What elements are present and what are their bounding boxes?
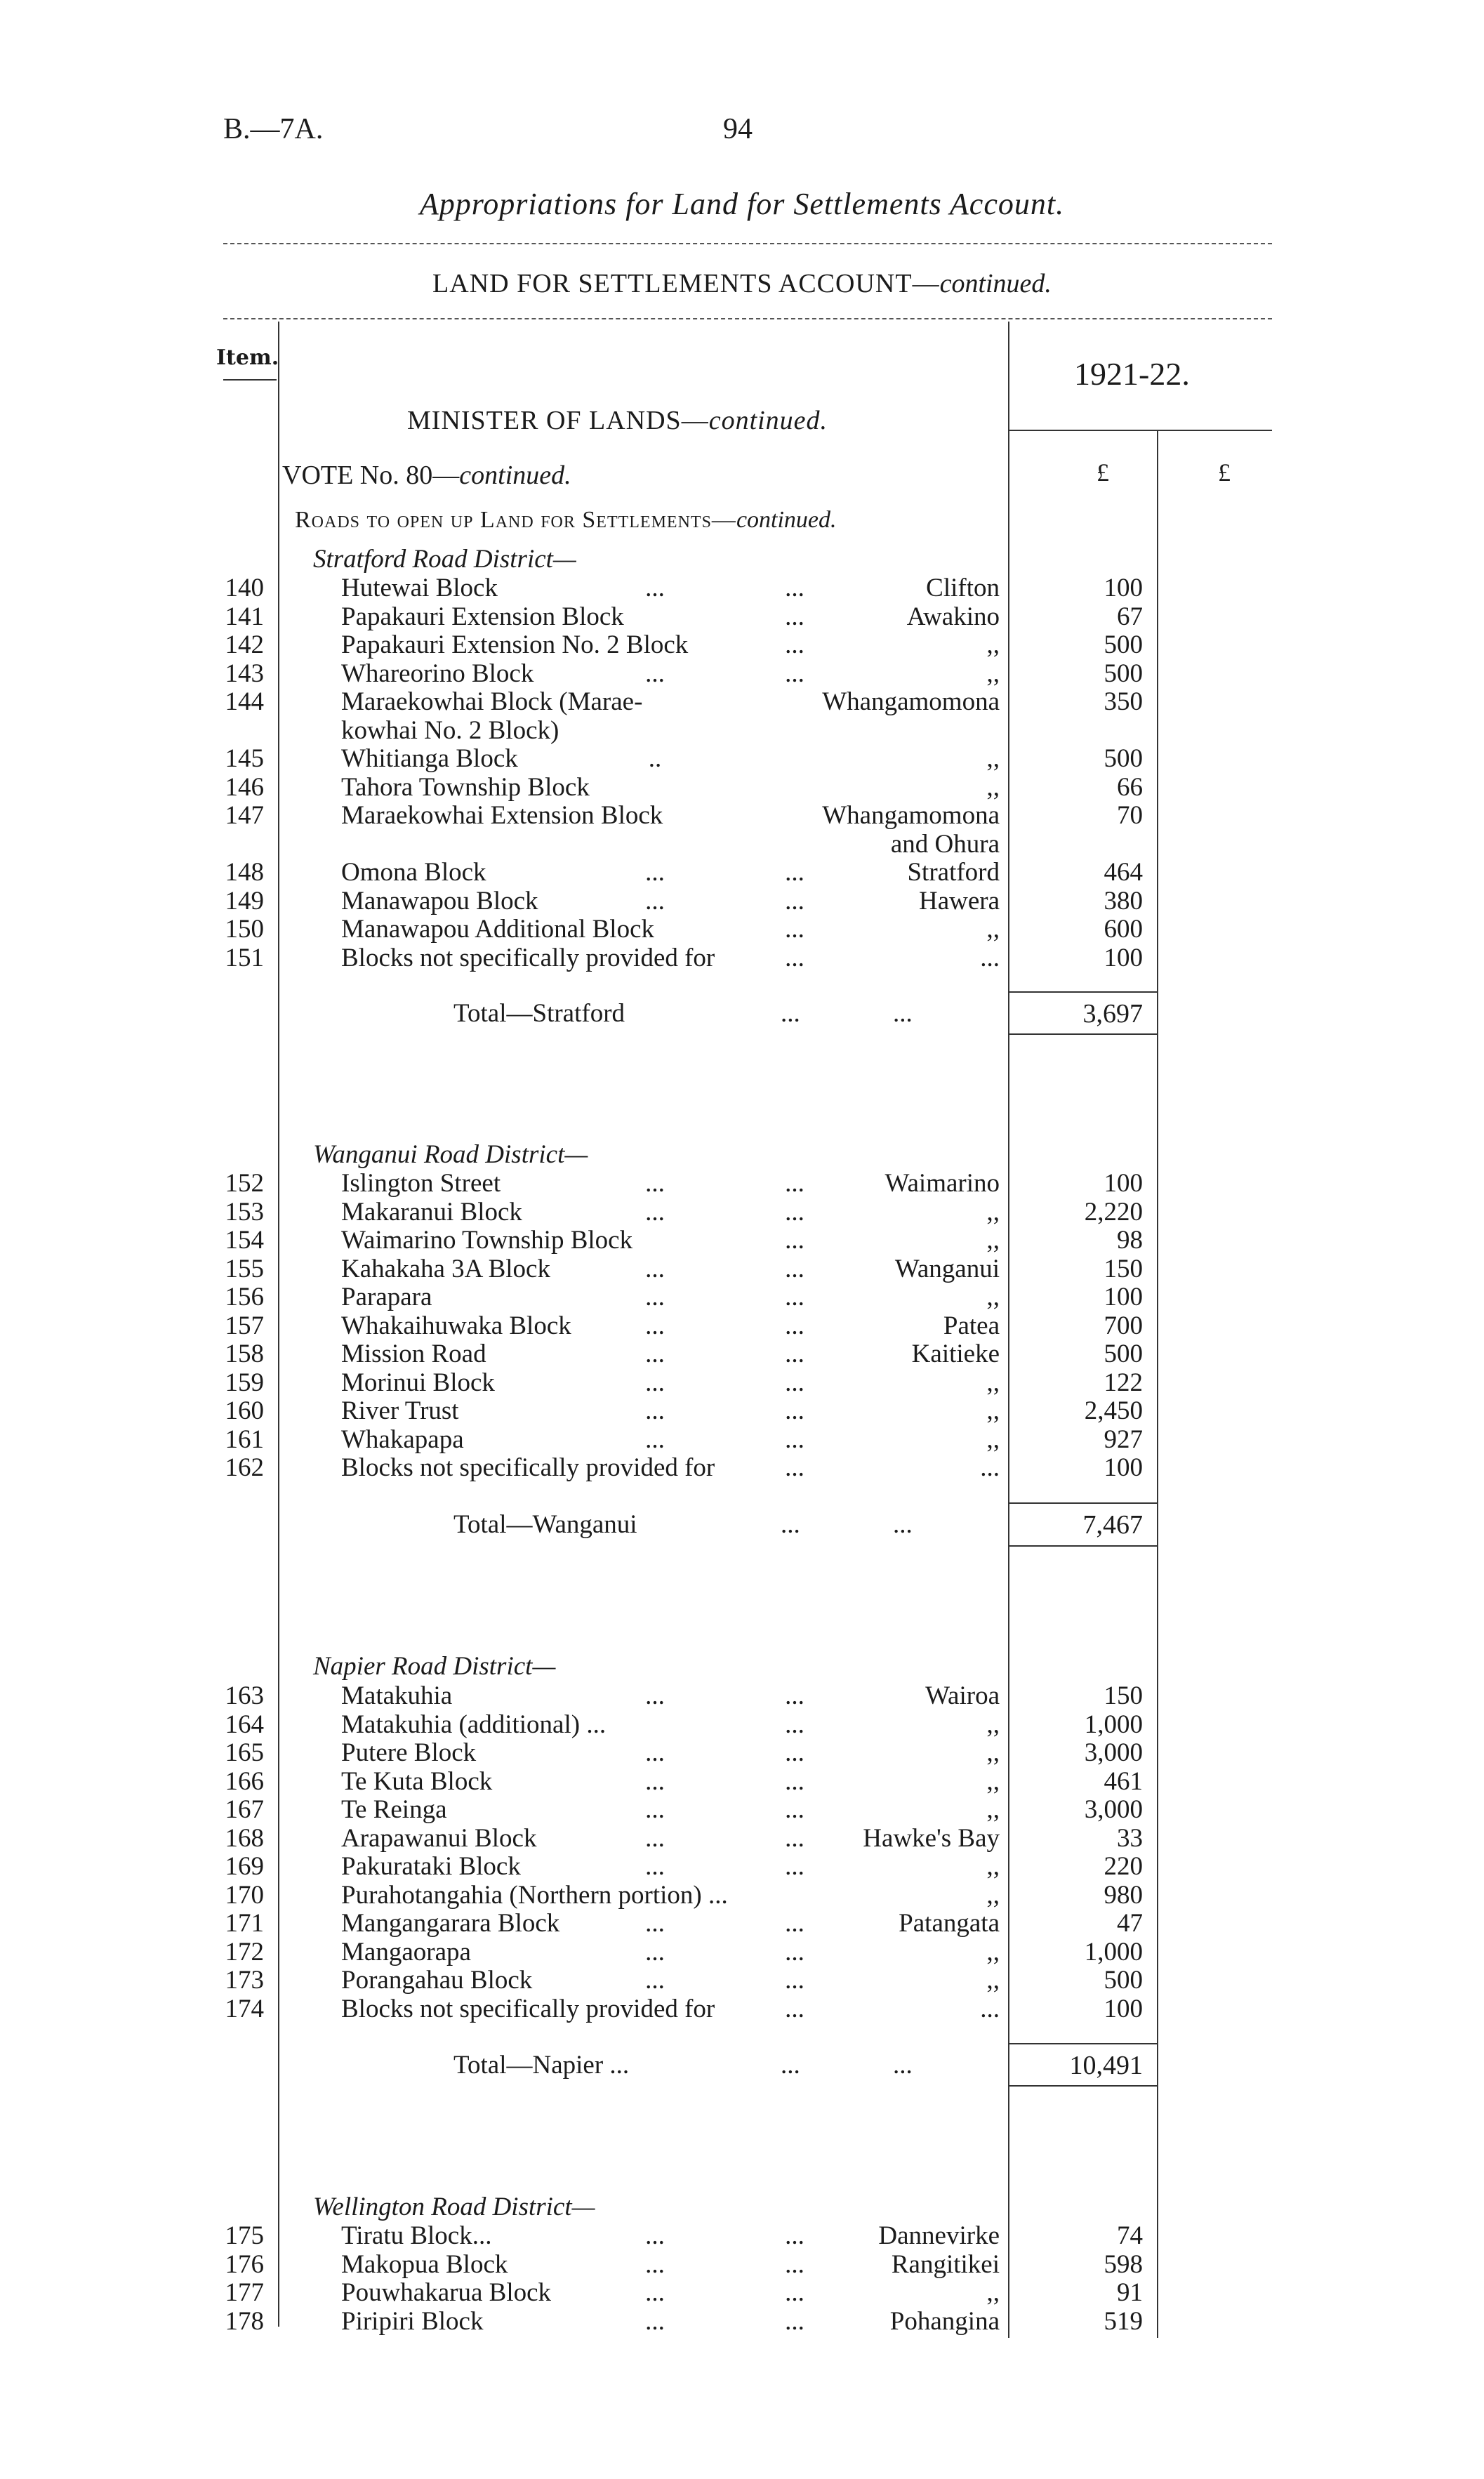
table-row [0,1225,1484,1254]
leader-dots: ... [785,1937,804,1966]
block-name: Makaranui Block [341,1197,522,1227]
leader-dots: ... [785,1852,804,1881]
block-name: Waimarino Township Block [341,1226,633,1255]
leader-dots: ... [645,2221,665,2250]
amount-value: 500 [1104,744,1143,773]
block-name: Hutewai Block [341,574,498,602]
leader-dots: ... [785,602,804,631]
total-bottom-rule [1009,1545,1157,1547]
leader-dots: ... [645,1197,665,1227]
block-name: Whareorino Block [341,659,534,688]
amount-value: 500 [1104,1340,1143,1368]
amount-value: 700 [1104,1311,1143,1340]
amount-value: 74 [1117,2221,1143,2250]
table-row [0,2278,1484,2306]
block-name: Omona Block [341,858,486,887]
location-name: Dannevirke [878,2221,1000,2250]
item-number: 157 [225,1311,264,1340]
amount-value: 100 [1104,1169,1143,1198]
item-number: 168 [225,1823,264,1853]
location-name: Waimarino [885,1169,1000,1198]
block-name: Kahakaha 3A Block [341,1254,550,1283]
leader-dots: ... [785,1283,804,1311]
amount-value: 98 [1117,1226,1143,1255]
leader-dots: ... [785,1738,804,1767]
leader-dots: ... [645,1766,665,1796]
item-number: 159 [225,1368,264,1397]
leader-dots: ... [785,2221,804,2250]
location-name: ... [980,1453,1000,1482]
leader-dots: ... [785,1909,804,1938]
block-name: Blocks not specifically provided for [341,943,715,972]
item-number: 164 [225,1710,264,1739]
block-name: Mangaorapa [341,1937,471,1966]
amount-value: 2,220 [1084,1197,1143,1227]
leader-dots: ... [645,1681,665,1710]
block-name: Maraekowhai Block (Marae- [341,687,643,716]
item-number: 155 [225,1254,264,1283]
leader-dots: ... [645,659,665,688]
minister-heading: MINISTER OF LANDS—continued. [407,406,828,435]
item-number: 148 [225,858,264,887]
leader-dots: ... [785,1424,804,1454]
item-number: 178 [225,2306,264,2336]
block-name: Morinui Block [341,1368,495,1397]
pound-symbol-col1: £ [1097,458,1109,487]
stratford-total-label: Total—Stratford [453,999,625,1028]
item-number: 173 [225,1966,264,1995]
leader-dots: ... [645,1424,665,1454]
location-name: ,, [986,1852,1000,1881]
location-name: ,, [986,1710,1000,1739]
block-name: Matakuhia [341,1681,453,1710]
item-number: 176 [225,2249,264,2279]
leader-dots: ... [785,1340,804,1368]
leader-dots: ... [785,943,804,972]
amount-value: 3,000 [1084,1738,1143,1767]
table-row [0,1368,1484,1396]
location-name: ,, [986,1424,1000,1454]
location-name: Pohangina [889,2306,1000,2336]
item-number: 143 [225,659,264,688]
leader-dots: ... [645,1283,665,1311]
napier-district-heading: Napier Road District— [313,1652,556,1681]
amount-value: 91 [1117,2278,1143,2307]
location-name: ,, [986,1226,1000,1255]
table-row [0,1339,1484,1368]
item-number: 172 [225,1937,264,1966]
leader-dots: ... [781,1510,800,1539]
leader-dots: ... [645,886,665,915]
block-name: Purahotangahia (Northern portion) ... [341,1880,728,1910]
table-row [0,1994,1484,2023]
total-bottom-rule [1009,1033,1157,1035]
location-name: Rangitikei [891,2249,1000,2279]
year-header-underline [1009,430,1272,431]
location-name: ,, [986,1880,1000,1910]
block-name: Te Kuta Block [341,1766,493,1796]
block-name: Whitianga Block [341,744,518,773]
amount-value: 598 [1104,2249,1143,2279]
block-name: River Trust [341,1396,459,1425]
leader-dots: ... [645,2306,665,2336]
location-name: Whangamomona [822,687,1000,716]
amount-value: 500 [1104,659,1143,688]
leader-dots: .. [648,744,662,773]
leader-dots: ... [785,886,804,915]
leader-dots: ... [785,1795,804,1824]
item-number: 175 [225,2221,264,2250]
item-number: 160 [225,1396,264,1425]
location-name: ,, [986,1396,1000,1425]
amount-value: 461 [1104,1766,1143,1796]
block-name: Makopua Block [341,2249,508,2279]
leader-dots: ... [785,1197,804,1227]
location-name: Hawke's Bay [863,1823,1000,1853]
leader-dots: ... [893,2051,913,2080]
item-number: 170 [225,1880,264,1910]
amount-value: 2,450 [1084,1396,1143,1425]
item-number: 156 [225,1283,264,1311]
leader-dots: ... [785,1994,804,2023]
block-name: Blocks not specifically provided for [341,1453,715,1482]
wellington-district-heading: Wellington Road District— [313,2193,595,2221]
year-column-header: 1921-22. [1074,356,1190,392]
item-number: 141 [225,602,264,631]
item-number: 150 [225,915,264,944]
leader-dots: ... [645,1795,665,1824]
leader-dots: ... [785,659,804,688]
leader-dots: ... [781,2051,800,2080]
item-number: 145 [225,744,264,773]
table-row [0,1254,1484,1283]
leader-dots: ... [785,1311,804,1340]
block-name: Putere Block [341,1738,477,1767]
location-name: ,, [986,1368,1000,1397]
amount-value: 70 [1117,801,1143,830]
table-row [0,1738,1484,1766]
table-row [0,2249,1484,2278]
amount-value: 33 [1117,1823,1143,1853]
leader-dots: ... [785,1766,804,1796]
table-row [0,914,1484,943]
leader-dots: ... [645,1738,665,1767]
item-number: 149 [225,886,264,915]
napier-total-label: Total—Napier ... [453,2051,630,2080]
item-number: 140 [225,574,264,602]
table-row [0,800,1484,829]
item-number: 152 [225,1169,264,1198]
leader-dots: ... [645,1852,665,1881]
location-name: ,, [986,1283,1000,1311]
location-name: Wairoa [925,1681,1000,1710]
location-name: ,, [986,1197,1000,1227]
item-number: 158 [225,1340,264,1368]
amount-value: 220 [1104,1852,1143,1881]
page-number: 94 [723,113,753,145]
leader-dots: ... [785,1453,804,1482]
block-name: Pouwhakarua Block [341,2278,552,2307]
amount-value: 150 [1104,1254,1143,1283]
leader-dots: ... [785,2278,804,2307]
leader-dots: ... [781,999,800,1028]
leader-dots: ... [645,1368,665,1397]
table-row [0,943,1484,972]
leader-dots: ... [645,1909,665,1938]
location-name: ,, [986,1937,1000,1966]
item-number: 174 [225,1994,264,2023]
block-name: Matakuhia (additional) ... [341,1710,607,1739]
napier-total-amount: 10,491 [1069,2051,1143,2080]
amount-value: 100 [1104,574,1143,602]
table-row [0,1880,1484,1909]
location-name: ... [980,1994,1000,2023]
item-number: 151 [225,943,264,972]
leader-dots: ... [785,1368,804,1397]
table-row [0,1282,1484,1311]
item-number: 165 [225,1738,264,1767]
item-number: 153 [225,1197,264,1227]
location-continued: and Ohura [890,829,1000,859]
wanganui-total-amount: 7,467 [1082,1510,1143,1540]
table-row [0,659,1484,687]
block-name: Islington Street [341,1169,501,1198]
leader-dots: ... [785,2249,804,2279]
leader-dots: ... [645,1937,665,1966]
leader-dots: ... [785,1226,804,1255]
leader-dots: ... [785,1710,804,1739]
amount-value: 380 [1104,886,1143,915]
amount-value: 66 [1117,772,1143,802]
location-name: Wanganui [894,1254,1000,1283]
leader-dots: ... [645,858,665,887]
location-name: ,, [986,1966,1000,1995]
table-row [0,1710,1484,1738]
leader-dots: ... [785,574,804,602]
table-row [0,743,1484,772]
amount-value: 980 [1104,1880,1143,1910]
block-name: Papakauri Extension Block [341,602,624,631]
total-top-rule [1009,2043,1157,2044]
wanganui-district-heading: Wanganui Road District— [313,1140,588,1169]
item-number: 171 [225,1909,264,1938]
leader-dots: ... [785,858,804,887]
block-name: Papakauri Extension No. 2 Block [341,630,689,659]
amount-value: 3,000 [1084,1795,1143,1824]
location-name: Patangata [899,1909,1000,1938]
table-row [0,1311,1484,1340]
location-name: ,, [986,630,1000,659]
amount-value: 927 [1104,1424,1143,1454]
block-name: Mission Road [341,1340,486,1368]
location-name: Clifton [926,574,1000,602]
block-name: Mangangarara Block [341,1909,560,1938]
leader-dots: ... [785,1396,804,1425]
block-name: Tahora Township Block [341,772,590,802]
leader-dots: ... [785,1966,804,1995]
table-row [0,772,1484,801]
location-name: ,, [986,2278,1000,2307]
table-row [0,573,1484,602]
location-name: ,, [986,744,1000,773]
leader-dots: ... [645,1966,665,1995]
table-row [0,857,1484,886]
amount-value: 100 [1104,1283,1143,1311]
leader-dots: ... [645,1254,665,1283]
leader-dots: ... [785,1254,804,1283]
block-name-continued: kowhai No. 2 Block) [341,715,559,745]
leader-dots: ... [785,630,804,659]
table-row [0,1681,1484,1710]
item-number: 146 [225,772,264,802]
leader-dots: ... [645,2278,665,2307]
amount-value: 519 [1104,2306,1143,2336]
item-number: 154 [225,1226,264,1255]
leader-dots: ... [785,1681,804,1710]
table-row [0,1908,1484,1937]
leader-dots: ... [645,574,665,602]
table-row [0,687,1484,715]
location-name: ,, [986,1795,1000,1824]
location-name: Whangamomona [822,801,1000,830]
pound-symbol-col2: £ [1218,458,1231,487]
amount-value: 100 [1104,1453,1143,1482]
leader-dots: ... [893,1510,913,1539]
item-number: 163 [225,1681,264,1710]
location-name: ,, [986,772,1000,802]
amount-value: 350 [1104,687,1143,716]
item-header-underline [223,379,277,381]
table-row [0,1851,1484,1880]
block-name: Parapara [341,1283,432,1311]
total-bottom-rule [1009,2085,1157,2087]
location-name: ,, [986,1766,1000,1796]
table-row [0,1766,1484,1795]
block-name: Manawapou Block [341,886,538,915]
location-name: ,, [986,659,1000,688]
leader-dots: ... [645,1169,665,1198]
roads-heading: Roads to open up Land for Settlements—continued. [295,507,837,533]
amount-value: 1,000 [1084,1710,1143,1739]
leader-dots: ... [893,999,913,1028]
location-name: Kaitieke [911,1340,1000,1368]
item-number: 169 [225,1852,264,1881]
block-name: Whakapapa [341,1424,464,1454]
table-row [0,2221,1484,2249]
amount-value: 500 [1104,630,1143,659]
location-name: Stratford [907,858,1000,887]
table-row [0,602,1484,630]
leader-dots: ... [645,1340,665,1368]
account-subtitle: LAND FOR SETTLEMENTS ACCOUNT—continued. [432,269,1052,298]
table-row [0,886,1484,915]
item-number: 162 [225,1453,264,1482]
item-number: 167 [225,1795,264,1824]
leader-dots: ... [785,1169,804,1198]
document-reference: B.—7A. [223,113,324,145]
block-name: Arapawanui Block [341,1823,537,1853]
leader-dots: ... [785,915,804,944]
block-name: Porangahau Block [341,1966,533,1995]
table-row [0,1823,1484,1852]
table-row [0,1794,1484,1823]
leader-dots: ... [645,2249,665,2279]
table-row [0,630,1484,659]
leader-dots: ... [785,1823,804,1853]
location-name: Hawera [918,886,1000,915]
location-name: ,, [986,915,1000,944]
block-name: Te Reinga [341,1795,447,1824]
leader-dots: ... [645,1396,665,1425]
item-number: 144 [225,687,264,716]
amount-value: 464 [1104,858,1143,887]
block-name: Piripiri Block [341,2306,484,2336]
item-number: 166 [225,1766,264,1796]
location-name: Patea [943,1311,1000,1340]
leader-dots: ... [785,2306,804,2336]
stratford-district-heading: Stratford Road District— [313,545,576,574]
block-name: Blocks not specifically provided for [341,1994,715,2023]
table-row [0,1424,1484,1453]
block-name: Tiratu Block... [341,2221,492,2250]
table-row [0,1453,1484,1481]
total-top-rule [1009,991,1157,993]
amount-value: 1,000 [1084,1937,1143,1966]
amount-value: 100 [1104,943,1143,972]
amount-value: 67 [1117,602,1143,631]
item-number: 161 [225,1424,264,1454]
amount-value: 500 [1104,1966,1143,1995]
table-row [0,2306,1484,2335]
location-name: Awakino [906,602,1000,631]
table-row [0,1168,1484,1197]
amount-value: 600 [1104,915,1143,944]
wanganui-total-label: Total—Wanganui [453,1510,637,1539]
item-column-header: Item. [216,345,279,370]
leader-dots: ... [645,1311,665,1340]
amount-value: 150 [1104,1681,1143,1710]
subtitle-divider [223,318,1272,319]
page-title: Appropriations for Land for Settlements Account. [419,187,1065,221]
item-number: 177 [225,2278,264,2307]
block-name: Pakurataki Block [341,1852,521,1881]
block-name: Maraekowhai Extension Block [341,801,663,830]
amount-value: 100 [1104,1994,1143,2023]
item-number: 142 [225,630,264,659]
location-name: ... [980,943,1000,972]
location-name: ,, [986,1738,1000,1767]
title-divider [223,243,1272,244]
table-row [0,1937,1484,1966]
table-row [0,1197,1484,1226]
vote-heading: VOTE No. 80—continued. [282,461,571,490]
leader-dots: ... [645,1823,665,1853]
stratford-total-amount: 3,697 [1082,999,1143,1029]
total-top-rule [1009,1502,1157,1504]
amount-value: 47 [1117,1909,1143,1938]
table-row [0,1396,1484,1424]
amount-value: 122 [1104,1368,1143,1397]
block-name: Whakaihuwaka Block [341,1311,571,1340]
block-name: Manawapou Additional Block [341,915,654,944]
table-row [0,1965,1484,1994]
item-number: 147 [225,801,264,830]
